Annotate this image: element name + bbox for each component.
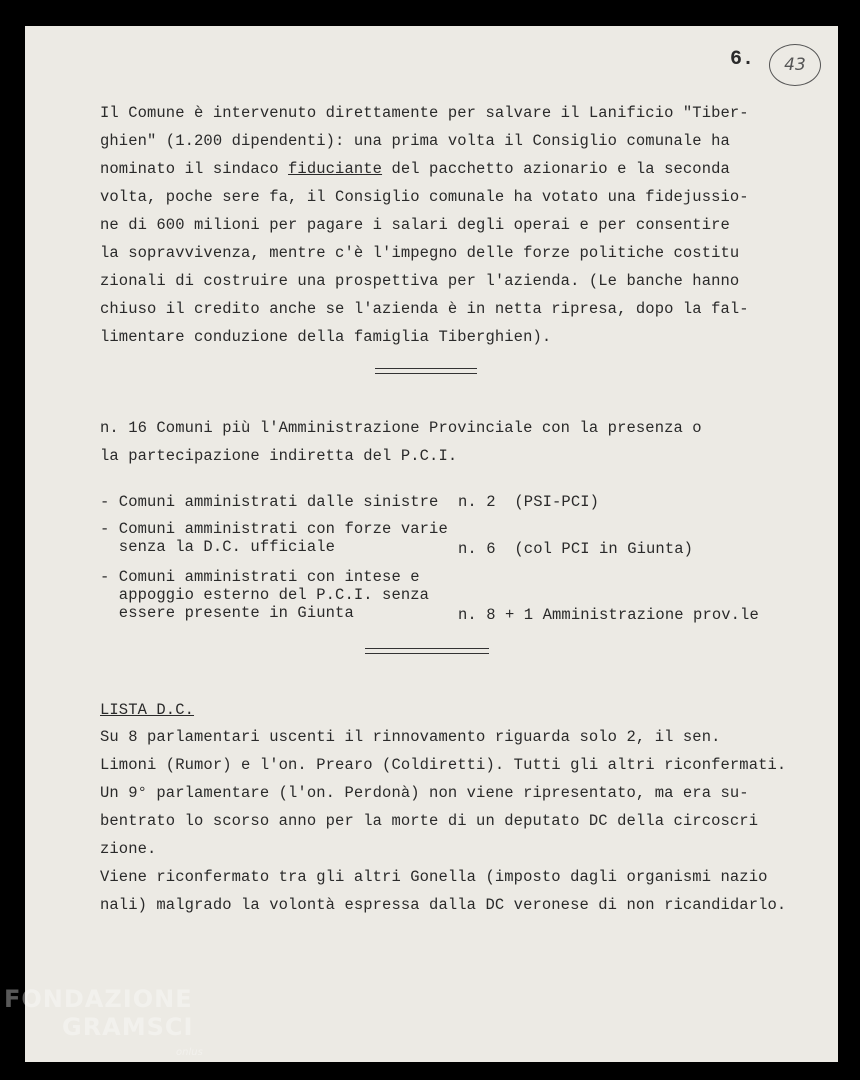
text-line: chiuso il credito anche se l'azienda è in netta ripresa, dopo la fal- xyxy=(100,300,749,318)
list-item-label: senza la D.C. ufficiale xyxy=(100,538,336,556)
list-item-label: - Comuni amministrati con intese e xyxy=(100,568,420,586)
text-line: Limoni (Rumor) e l'on. Prearo (Coldiretti). Tutti gli altri riconfermati. xyxy=(100,756,787,774)
text-line: n. 16 Comuni più l'Amministrazione Provinciale con la presenza o xyxy=(100,419,702,437)
page-number: 6. xyxy=(730,48,755,71)
list-item-label: appoggio esterno del P.C.I. senza xyxy=(100,586,430,604)
text-line: la partecipazione indiretta del P.C.I. xyxy=(100,447,458,465)
document-page xyxy=(25,26,838,1062)
underlined-word: fiduciante xyxy=(288,160,383,178)
text-line: bentrato lo scorso anno per la morte di un deputato DC della circoscri xyxy=(100,812,759,830)
text-line: Il Comune è intervenuto direttamente per salvare il Lanificio "Tiber- xyxy=(100,104,749,122)
fondazione-gramsci-watermark xyxy=(4,985,214,1075)
text-line: ne di 600 milioni per pagare i salari degli operai e per consentire xyxy=(100,216,730,234)
list-item-value: n. 2 (PSI-PCI) xyxy=(458,493,600,511)
text-line: zionali di costruire una prospettiva per l'azienda. (Le banche hanno xyxy=(100,272,740,290)
list-item-value: n. 6 (col PCI in Giunta) xyxy=(458,540,694,558)
watermark-text: GRAMSCI xyxy=(62,1013,194,1041)
list-item-label: - Comuni amministrati con forze varie xyxy=(100,520,448,538)
watermark-text: FONDAZIONE xyxy=(4,985,193,1013)
list-item-label: - Comuni amministrati dalle sinistre xyxy=(100,493,439,511)
list-item-value: n. 8 + 1 Amministrazione prov.le xyxy=(458,606,759,624)
section-heading: LISTA D.C. xyxy=(100,701,195,719)
text-line: Un 9° parlamentare (l'on. Perdonà) non viene ripresentato, ma era su- xyxy=(100,784,749,802)
archive-number-circled: 43 xyxy=(769,44,821,86)
text-line: volta, poche sere fa, il Consiglio comunale ha votato una fidejussio- xyxy=(100,188,749,206)
text-line: Su 8 parlamentari uscenti il rinnovamento riguarda solo 2, il sen. xyxy=(100,728,721,746)
text-line: zione. xyxy=(100,840,157,858)
separator-rule xyxy=(375,368,477,374)
separator-rule xyxy=(365,648,489,654)
text-line: ghien" (1.200 dipendenti): una prima volta il Consiglio comunale ha xyxy=(100,132,730,150)
text-line xyxy=(100,160,730,178)
watermark-text: onlus xyxy=(176,1047,203,1058)
text-line: la sopravvivenza, mentre c'è l'impegno delle forze politiche costitu xyxy=(100,244,740,262)
text-span: nominato il sindaco xyxy=(100,160,289,178)
text-span: del pacchetto azionario e la seconda xyxy=(382,160,730,178)
list-item-label: essere presente in Giunta xyxy=(100,604,354,622)
text-line: nali) malgrado la volontà espressa dalla DC veronese di non ricandidarlo. xyxy=(100,896,787,914)
text-line: limentare conduzione della famiglia Tiberghien). xyxy=(100,328,552,346)
text-line: Viene riconfermato tra gli altri Gonella (imposto dagli organismi nazio xyxy=(100,868,768,886)
